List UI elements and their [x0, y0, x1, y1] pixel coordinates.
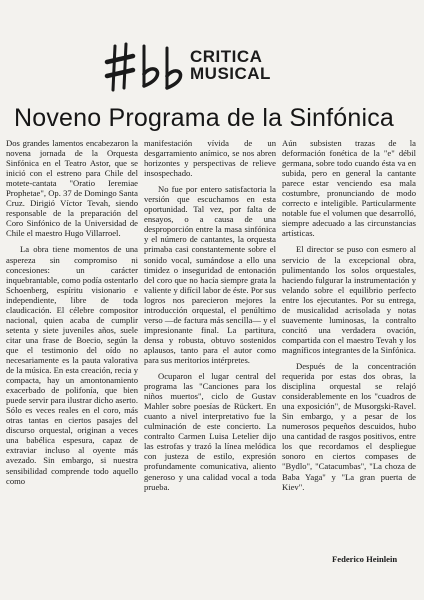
article-column-1	[6, 138, 138, 486]
author-signature: Federico Heinlein	[332, 554, 398, 564]
paragraph: No fue por entero satisfactoria la versión que escuchamos en esta oportunidad. Tal vez, por falta de ensayos, o a causa de una desproporción entre la masa sinfónica y el número de cantantes, la orquesta primaba casi constantemente sobre el sonido vocal, sumándose a ello una timidez o inseguridad de entonación del coro que no hacía siempre grata la valiente y difícil labor de éste. Por sus logros nos parecieron mejores la introducción orquestal, el penúltimo verso —de factura más sencilla— y el impresionante final. La partitura, densa y robusta, obtuvo sostenidos aplausos, tanto para el autor como para sus meritorios intérpretes.	[144, 184, 276, 365]
rubric-line-1: CRITICA	[190, 47, 263, 66]
article-headline: Noveno Programa de la Sinfónica	[14, 104, 395, 132]
paragraph: Aún subsisten trazas de la deformación fonética de la "e" débil germana, sobre todo cuando ésta va en subida, pero en general la cantante parece estar venciendo esa mala costumbre, pronunciando de modo correcto e inteligible. Particularmente notable fue el volumen que desarrolló, siempre adecuado a las circunstancias artísticas.	[282, 138, 416, 239]
rubric-line-2: MUSICAL	[190, 64, 271, 83]
section-rubric	[190, 48, 271, 82]
paragraph: Después de la concentración requerida por estas dos obras, la disciplina orquestal se relajó considerablemente en los "cuadros de una exposición", de Musorgski-Ravel. Sin embargo, y a pesar de los numerosos pequeños descuidos, hubo una cantidad de rasgos positivos, entre los que recordamos el despliegue sonoro en ciertos compases de "Bydlo", "Catacumbas", "La choza de Baba Yaga" y "La gran puerta de Kiev".	[282, 360, 416, 492]
sharp-flat-logo-icon	[104, 40, 186, 94]
paragraph: manifestación vívida de un desgarramiento anímico, se nos abren horizontes y perspectivas de relieve insospechado.	[144, 138, 276, 179]
paragraph: El director se puso con esmero al servicio de la excepcional obra, pulimentando los solos orquestales, haciendo fulgurar la instrumentación y velando sobre el equilibrio perfecto entre los ejecutantes. Por su entrega, de musicalidad acrisolada y notas suavemente luminosas, la contralto concitó una verdadera ovación, compartida con el maestro Tevah y los magníficos integrantes de la Sinfónica.	[282, 244, 416, 355]
paragraph: Dos grandes lamentos encabezaron la novena jornada de la Orquesta Sinfónica en el Teatro Astor, que se inició con el estreno para Chile del motete-cantata "Oratio Ieremiae Prophetae", Op. 37 de Domingo Santa Cruz. Dirigió Víctor Tevah, siendo responsable de la preparación del Coro Sinfónico de la Universidad de Chile el maestro Hugo Villarroel.	[6, 138, 138, 239]
paragraph: Ocuparon el lugar central del programa las "Canciones para los niños muertos", ciclo de Gustav Mahler sobre poesías de Rückert. En cuanto a nivel interpretativo fue la culminación de este concierto. La contralto Carmen Luisa Letelier dijo las estrofas y trazó la línea melódica con justeza de estilo, expresión profundamente comunicativa, aliento generoso y una calidad vocal a toda prueba.	[144, 371, 276, 492]
article-column-3	[282, 138, 416, 492]
article-column-2	[144, 138, 276, 492]
paragraph: La obra tiene momentos de una aspereza sin compromiso ni concesiones: un carácter inquebrantable, como podía ostentarlo Schoenberg, espíritu visionario e independiente, libre de toda claudicación. El célebre compositor nacional, quien acaba de cumplir setenta y siete juveniles años, suele citar una frase de Boecio, según la que el testimonio del oído no necesariamente es la pauta valorativa de la música. En esta creación, recia y compacta, hay un amontonamiento exacerbado de polifonía, que bien puede servir para ilustrar dicho aserto. Sólo es veces reales en el coro, más otras tantas en ciertos pasajes del discurso orquestal, originan a veces una babélica espesura, capaz de extraviar incluso al oyente más avezado. Sin embargo, si nuestra sensibilidad comprende todo aquello como	[6, 244, 138, 486]
